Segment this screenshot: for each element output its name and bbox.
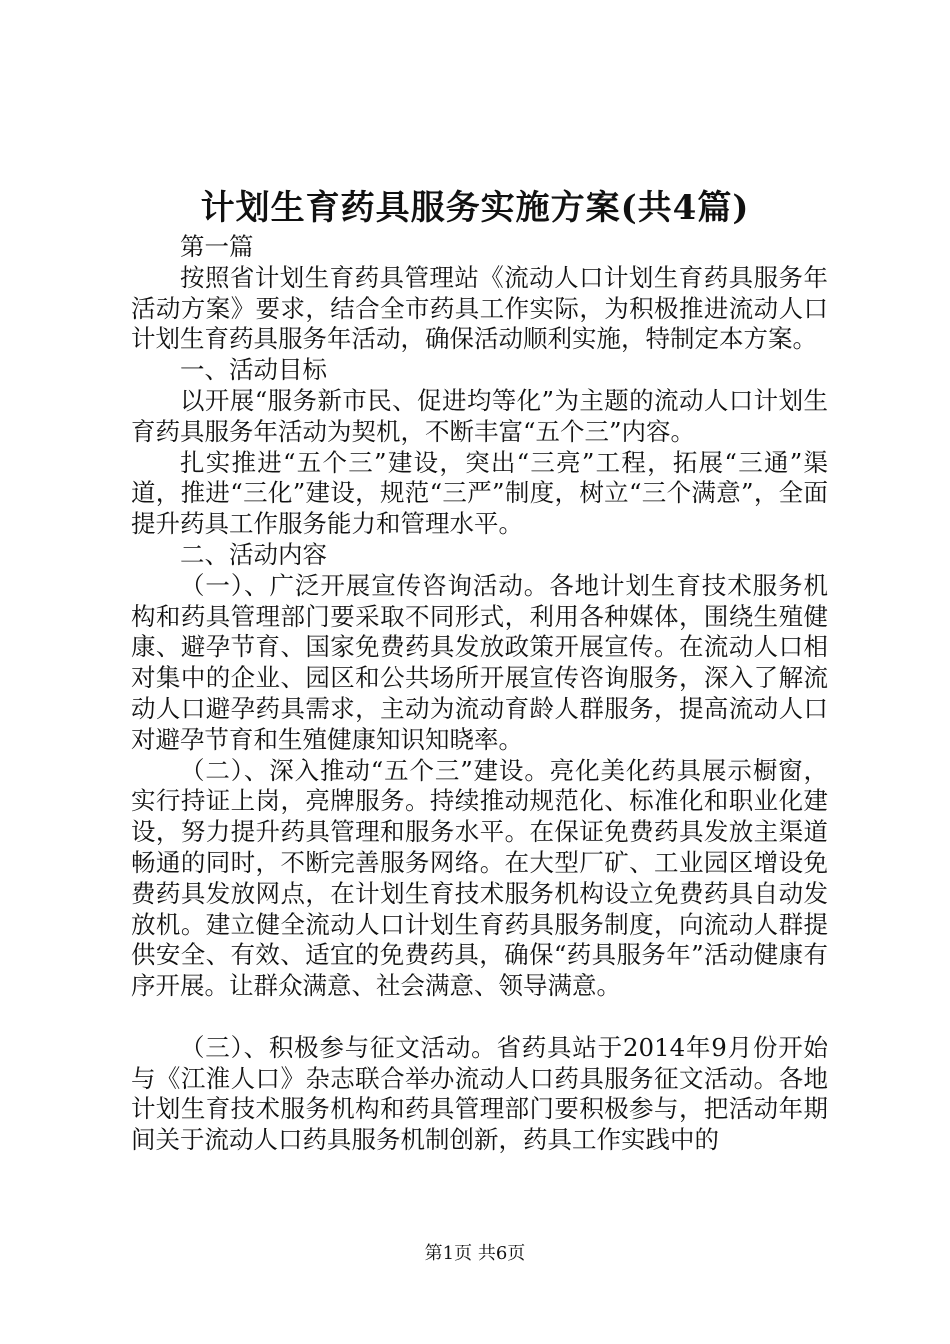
paragraph: （二）、深入推动“五个三”建设。亮化美化药具展示橱窗，实行持证上岗，亮牌服务。持续推动规范化、标准化和职业化建设，努力提升药具管理和服务水平。在保证免费药具发放主渠道畅通的同时，不断完善服务网络。在大型厂矿、工业园区增设免费药具发放网点，在计划生育技术服务机构设立免费药具自动发放机。建立健全流动人口计划生育药具服务制度，向流动人群提供安全、有效、适宜的免费药具，确保“药具服务年”活动健康有序开展。让群众满意、社会满意、领导满意。 — [131, 755, 828, 1001]
section-heading: 二、活动内容 — [180, 539, 327, 569]
section-heading: 第一篇 — [180, 232, 254, 261]
paragraph-gap — [131, 1002, 828, 1033]
paragraph: （一）、广泛开展宣传咨询活动。各地计划生育技术服务机构和药具管理部门要采取不同形式，利用各种媒体，围绕生殖健康、避孕节育、国家免费药具发放政策开展宣传。在流动人口相对集中的企业、园区和公共场所开展宣传咨询服务，深入了解流动人口避孕药具需求，主动为流动育龄人群服务，提高流动人口对避孕节育和生殖健康知识知晓率。 — [131, 570, 828, 754]
document-title: 计划生育药具服务实施方案(共4篇) — [200, 188, 750, 228]
section-heading: 一、活动目标 — [180, 355, 327, 385]
paragraph: 扎实推进“五个三”建设，突出“三亮”工程，拓展“三通”渠道，推进“三化”建设，规范“三严”制度，树立“三个满意”，全面提升药具工作服务能力和管理水平。 — [131, 447, 828, 539]
paragraph: 按照省计划生育药具管理站《流动人口计划生育药具服务年活动方案》要求，结合全市药具工作实际，为积极推进流动人口计划生育药具服务年活动，确保活动顺利实施，特制定本方案。 — [131, 262, 828, 354]
paragraph: （三）、积极参与征文活动。省药具站于2014年9月份开始与《江淮人口》杂志联合举办流动人口药具服务征文活动。各地计划生育技术服务机构和药具管理部门要积极参与，把活动年期间关于流动人口药具服务机制创新，药具工作实践中的 — [131, 1032, 828, 1155]
page-number-footer: 第1页 共6页 — [424, 1243, 526, 1264]
paragraph: 以开展“服务新市民、促进均等化”为主题的流动人口计划生育药具服务年活动为契机，不断丰富“五个三”内容。 — [131, 385, 828, 446]
document-body — [131, 232, 828, 1156]
